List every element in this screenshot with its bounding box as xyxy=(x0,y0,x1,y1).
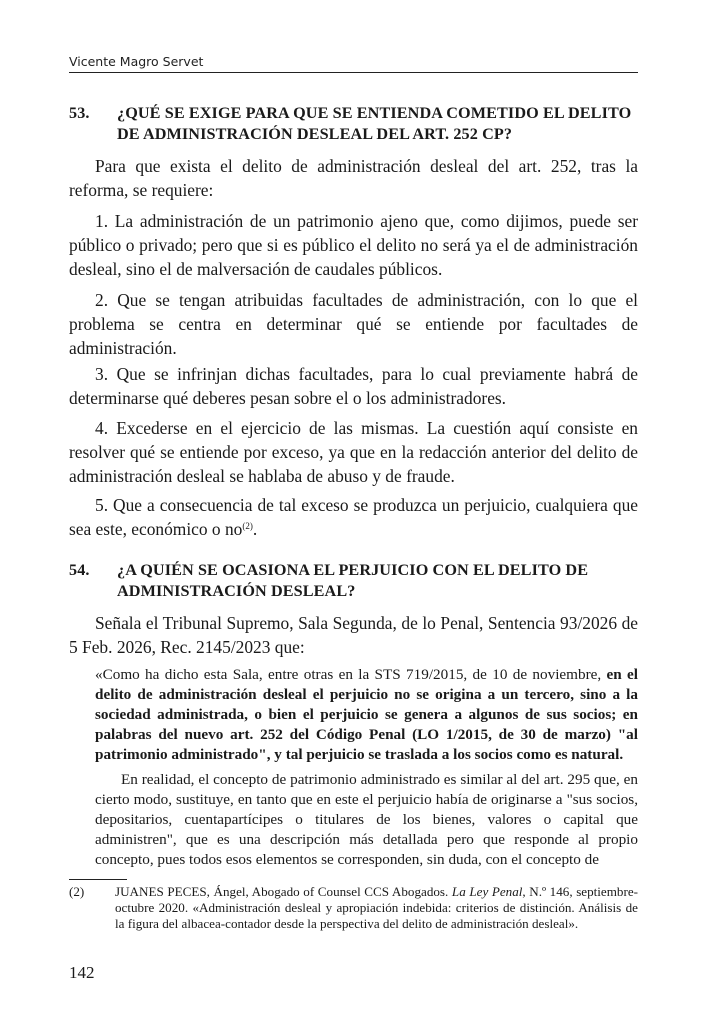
footnote-rule xyxy=(69,879,127,880)
page-number: 142 xyxy=(69,963,95,982)
item-5-end: . xyxy=(252,519,258,539)
question-title: ¿A QUIÉN SE OCASIONA EL PERJUICIO CON EL DELITO DE ADMINISTRACIÓN DESLEAL? xyxy=(117,561,589,600)
paragraph-item-5 xyxy=(69,493,638,541)
paragraph-item-4: 4. Excederse en el ejercicio de las mismas. La cuestión aquí consiste en resolver qué se entiende por exceso, ya que en la redacción anterior del delito de administración desleal se hablaba de abuso y de fraude. xyxy=(69,418,638,486)
footnote-body xyxy=(115,884,638,932)
quote-2-text: En realidad, el concepto de patrimonio administrado es similar al del art. 295 que, en cierto modo, sustituye, en tanto que en este el perjuicio había de originarse a "sus socios, depositarios, cuentapartícipes o titulares de los bienes, valores o capital que administren", que es una descripción más detallada pero que responde al propio concepto, pues todos esos elementos se corresponden, sin duda, con el concepto de xyxy=(95,771,638,868)
block-quote-1 xyxy=(95,665,638,765)
quote-1-plain: «Como ha dicho esta Sala, entre otras en la STS 719/2015, de 10 de noviembre, xyxy=(95,666,607,683)
running-head: Vicente Magro Servet xyxy=(69,54,638,73)
question-number: 53. xyxy=(69,104,90,122)
footnote-reference[interactable]: (2) xyxy=(242,521,253,531)
footnote-mark: (2) xyxy=(69,884,85,899)
paragraph-item-2: 2. Que se tengan atribuidas facultades de administración, con lo que el problema se centra en determinar qué se entiende por facultades de administración. xyxy=(69,290,638,358)
item-5-text: 5. Que a consecuencia de tal exceso se produzca un perjuicio, cualquiera que sea este, económico o no xyxy=(69,495,638,539)
paragraph-intro-53: Para que exista el delito de administración desleal del art. 252, tras la reforma, se requiere: xyxy=(69,156,638,200)
question-number: 54. xyxy=(69,561,90,579)
paragraph-item-1: 1. La administración de un patrimonio ajeno que, como dijimos, puede ser público o privado; pero que si es público el delito no será ya el de administración desleal, sino el de malversación de caudales públicos. xyxy=(69,211,638,279)
paragraph-intro-54: Señala el Tribunal Supremo, Sala Segunda, de lo Penal, Sentencia 93/2026 de 5 Feb. 2026, Rec. 2145/2023 que: xyxy=(69,613,638,657)
block-quote-2 xyxy=(95,770,638,870)
question-54-heading xyxy=(69,560,639,602)
footnote-journal: La Ley Penal xyxy=(451,884,523,899)
quote-1-bold: en el delito de administración desleal el perjuicio no se origina a un tercero, sino a la sociedad administrada, o bien el perjuicio se genera a algunos de sus socios; en palabras del nuevo art. 252 del Código Penal (LO 1/2015, de 30 de marzo) "al patrimonio administrado", y tal perjuicio se traslada a los socios como es natural. xyxy=(95,666,638,763)
footnote-rest: , N.º 146, septiembre-octubre 2020. «Administración desleal y apropiación indebida: criterios de distinción. Análisis de la figura del albacea-contador desde la perspectiva del delito de administración desleal». xyxy=(115,884,638,931)
paragraph-item-3: 3. Que se infrinjan dichas facultades, para lo cual previamente habrá de determinarse qué deberes pesan sobre el o los administradores. xyxy=(69,364,638,408)
footnote-lead: JUANES PECES, Ángel, Abogado of Counsel CCS Abogados. xyxy=(115,884,452,899)
question-title: ¿QUÉ SE EXIGE PARA QUE SE ENTIENDA COMETIDO EL DELITO DE ADMINISTRACIÓN DESLEAL DEL ART. 252 CP? xyxy=(117,104,632,143)
question-53-heading xyxy=(69,103,639,145)
footnote-2 xyxy=(69,884,638,932)
